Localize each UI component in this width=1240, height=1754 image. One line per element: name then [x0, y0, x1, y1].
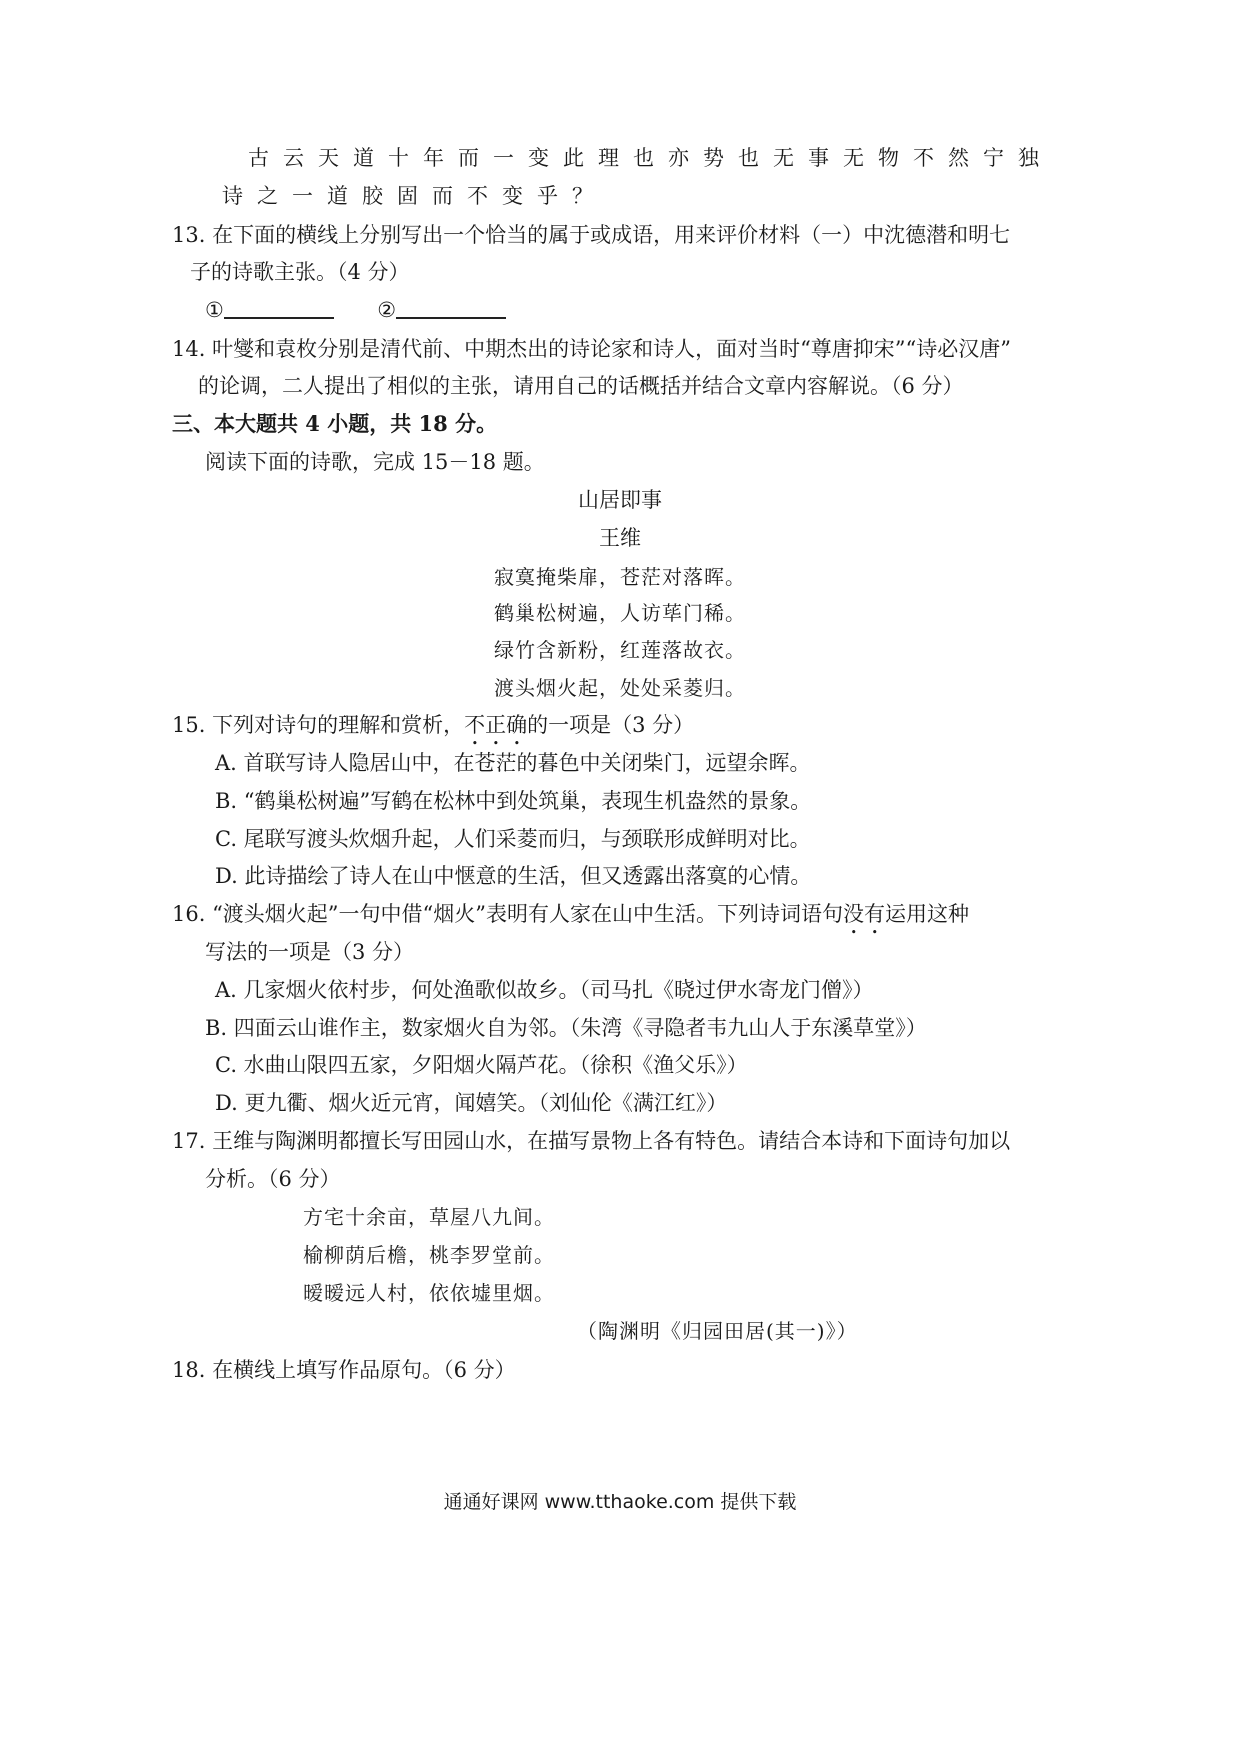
- q13-blank-1-label: ①: [205, 298, 224, 322]
- poem-line-2: 鹤巢松树遍，人访荜门稀。: [494, 601, 746, 625]
- q16-option-c: C. 水曲山限四五家，夕阳烟火隔芦花。（徐积《渔父乐》）: [215, 1053, 748, 1077]
- q17-text-line-2: 分析。（6 分）: [205, 1167, 341, 1191]
- section-3-heading: 三、本大题共 4 小题，共 18 分。: [172, 411, 498, 436]
- q13-text-line-2: 子的诗歌主张。（4 分）: [190, 260, 410, 284]
- q18-text: 18. 在横线上填写作品原句。（6 分）: [172, 1358, 516, 1382]
- q16-stem-post: 运用这种: [885, 902, 970, 926]
- poem-line-3: 绿竹含新粉，红莲落故衣。: [494, 638, 746, 662]
- poem-line-4: 渡头烟火起，处处采菱归。: [494, 676, 746, 700]
- q17-poem-line-2: 榆柳荫后檐，桃李罗堂前。: [303, 1243, 555, 1267]
- q16-stem-emphasis: 没有: [843, 902, 886, 926]
- section-3-instruction: 阅读下面的诗歌，完成 15－18 题。: [205, 450, 545, 474]
- q14-text-line-2: 的论调，二人提出了相似的主张，请用自己的话概括并结合文章内容解说。（6 分）: [198, 374, 964, 398]
- q15-option-a: A. 首联写诗人隐居山中，在苍茫的暮色中关闭柴门，远望余晖。: [215, 751, 811, 775]
- q15-option-c: C. 尾联写渡头炊烟升起，人们采菱而归，与颈联形成鲜明对比。: [215, 827, 811, 851]
- q15-stem: [172, 710, 694, 750]
- q13-text-line-1: 13. 在下面的横线上分别写出一个恰当的属于或成语，用来评价材料（一）中沈德潜和明七: [172, 223, 1011, 247]
- q16-stem-line-2: 写法的一项是（3 分）: [205, 940, 415, 964]
- q15-option-b: B. “鹤巢松树遍”写鹤在松林中到处筑巢，表现生机盎然的景象。: [215, 789, 812, 813]
- q13-blank-1[interactable]: [224, 295, 334, 319]
- q16-option-a: A. 几家烟火依村步，何处渔歌似故乡。（司马扎《晓过伊水寄龙门僧》）: [215, 978, 874, 1002]
- page-footer: 通通好课网 www.tthaoke.com 提供下载: [443, 1491, 797, 1513]
- poem-author: 王维: [599, 526, 641, 550]
- q13-answer-blanks: [205, 295, 506, 325]
- q13-blank-2[interactable]: [396, 295, 506, 319]
- q16-option-b: B. 四面云山谁作主，数家烟火自为邻。（朱湾《寻隐者韦九山人于东溪草堂》）: [205, 1016, 927, 1040]
- quote-line-1: 古云天道十年而一变此理也亦势也无事无物不然宁独: [248, 146, 1053, 170]
- q17-poem-line-3: 暧暧远人村，依依墟里烟。: [303, 1281, 555, 1305]
- q15-stem-pre: 15. 下列对诗句的理解和赏析，: [172, 713, 465, 737]
- quote-line-2: 诗之一道胶固而不变乎？: [222, 184, 607, 208]
- q15-stem-emphasis: 不正确: [464, 713, 528, 737]
- q14-text-line-1: 14. 叶燮和袁枚分别是清代前、中期杰出的诗论家和诗人，面对当时“尊唐抑宋”“诗必汉唐”: [172, 337, 1012, 361]
- q17-poem-source: （陶渊明《归园田居(其一)》）: [577, 1319, 858, 1343]
- q17-text-line-1: 17. 王维与陶渊明都擅长写田园山水，在描写景物上各有特色。请结合本诗和下面诗句加以: [172, 1129, 1011, 1153]
- poem-title: 山居即事: [578, 488, 662, 512]
- q16-stem: [172, 899, 969, 939]
- poem-line-1: 寂寞掩柴扉，苍茫对落晖。: [494, 565, 746, 589]
- q16-stem-pre: 16. “渡头烟火起”一句中借“烟火”表明有人家在山中生活。下列诗词语句: [172, 902, 844, 926]
- q15-option-d: D. 此诗描绘了诗人在山中惬意的生活，但又透露出落寞的心情。: [215, 864, 812, 888]
- q17-poem-line-1: 方宅十余亩，草屋八九间。: [303, 1205, 555, 1229]
- q15-stem-post: 的一项是（3 分）: [527, 713, 695, 737]
- q16-option-d: D. 更九衢、烟火近元宵，闻嬉笑。（刘仙伦《满江红》）: [215, 1091, 728, 1115]
- q13-blank-2-label: ②: [377, 298, 397, 322]
